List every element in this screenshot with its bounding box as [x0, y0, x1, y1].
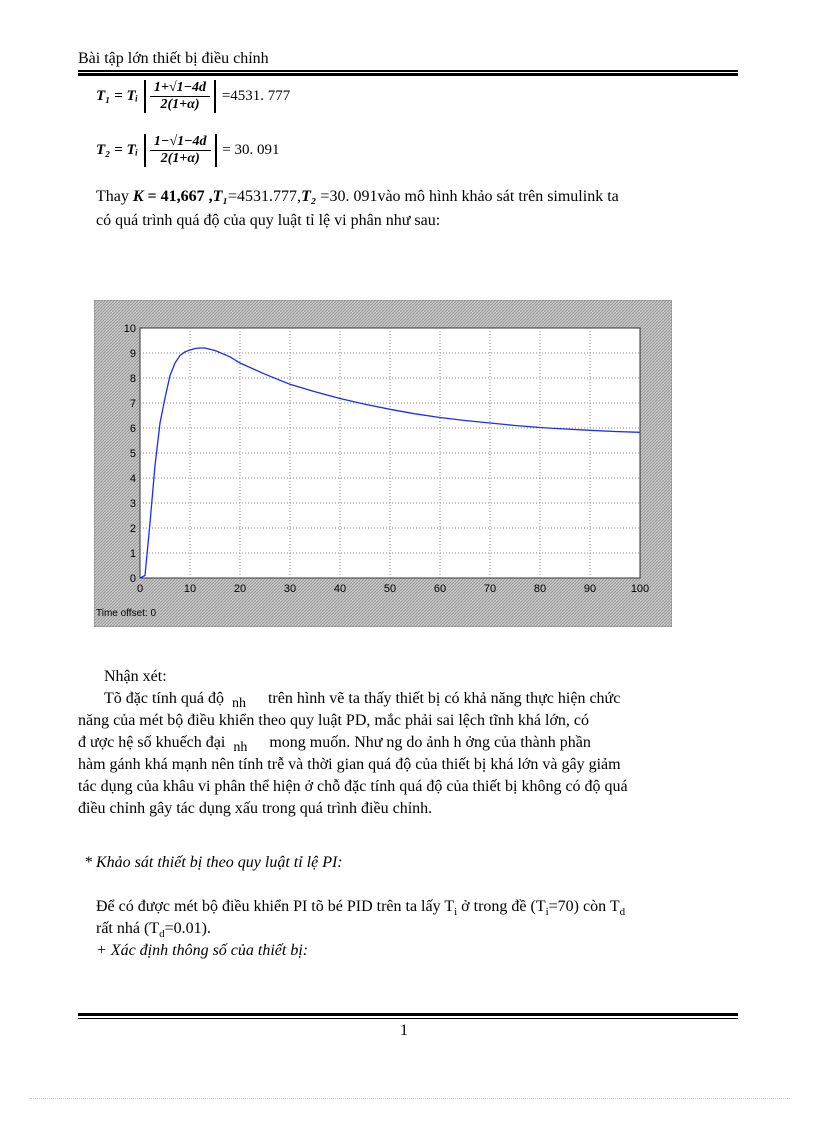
equation-t2-value: = 30. 091: [222, 141, 280, 158]
intro-text-a: Thay: [96, 188, 133, 205]
page-bottom-divider: [30, 1098, 790, 1099]
y-tick-label: 4: [129, 473, 136, 485]
pi-p1-sub-1: i: [454, 906, 458, 919]
pi-p1-c: =70) còn T: [548, 898, 620, 915]
y-tick-label: 10: [123, 323, 136, 335]
equation-t2-fraction: [144, 134, 217, 167]
x-tick-label: 90: [583, 583, 597, 595]
y-tick-label: 3: [129, 498, 136, 510]
remark-title: Nhận xét:: [104, 668, 167, 685]
section-pi-title: * Khảo sát thiết bị theo quy luật tỉ lệ PI:: [84, 854, 343, 871]
header-rule: [78, 70, 738, 72]
x-tick-label: 30: [283, 583, 297, 595]
header-rule-thick: [78, 73, 738, 76]
footer-rule-thick: [78, 1013, 738, 1016]
equation-t1-denominator: 2(1+α): [160, 97, 200, 112]
remark-line-6: điều chỉnh gây tác dụng xấu trong quá trình điều chỉnh.: [78, 800, 433, 817]
y-tick-label: 1: [129, 548, 136, 560]
equation-t2: [96, 134, 280, 167]
y-tick-label: 9: [129, 348, 136, 360]
intro-line-1: [96, 186, 619, 208]
equation-t1-numerator: 1+√1−4d: [150, 80, 210, 97]
intro-t1-value: =4531.777,: [228, 188, 302, 205]
pi-p1-sub-2: i: [545, 906, 549, 919]
x-tick-label: 20: [233, 583, 247, 595]
intro-t1-var: T₁: [212, 188, 229, 205]
pi-p1-sub-3: d: [619, 906, 626, 919]
remark-line-2: năng của mét bộ điều khiển theo quy luật PD, mắc phải sai lệch tĩnh khá lớn, có: [78, 712, 589, 729]
equation-t2-numerator: 1−√1−4d: [150, 134, 211, 151]
y-tick-label: 7: [129, 398, 136, 410]
remark-line-5: tác dụng của khâu vi phân thể hiện ở chỗ đặc tính quá độ của thiết bị không có độ quá: [78, 778, 628, 795]
step-response-chart: [94, 300, 672, 627]
y-tick-label: 8: [129, 373, 136, 385]
pi-p1-b: ở trong đề (T: [457, 898, 546, 915]
equation-t1-lhs: T₁ = Tᵢ: [96, 87, 139, 104]
document-header: Bài tập lớn thiết bị điều chỉnh: [78, 50, 269, 67]
remark-line-1-b: trên hình vẽ ta thấy thiết bị có khả năng thực hiện chức: [267, 690, 621, 707]
equation-t2-lhs: T₂ = Tᵢ: [96, 141, 139, 158]
intro-k-var: K: [132, 188, 144, 205]
x-tick-label: 80: [533, 583, 547, 595]
equation-t1: [96, 80, 290, 113]
equation-t2-denominator: 2(1+α): [160, 151, 200, 166]
intro-text-d: =30. 091vào mô hình khảo sát trên simulink ta: [316, 188, 619, 205]
remark-line-1-a: Tõ đặc tính quá độ: [104, 690, 224, 707]
y-tick-label: 0: [129, 573, 136, 585]
intro-line-2: có quá trình quá độ của quy luật tỉ lệ vi phân như sau:: [96, 212, 441, 229]
remark-line-4: hàm gánh khá mạnh nên tính trễ và thời gian quá độ của thiết bị khá lớn và gây giảm: [78, 756, 621, 773]
pi-p2-b: =0.01).: [164, 920, 211, 937]
x-tick-label: 0: [136, 583, 144, 595]
pi-p2-a: rất nhá (T: [96, 920, 160, 937]
x-tick-label: 10: [183, 583, 197, 595]
x-tick-label: 60: [433, 583, 447, 595]
step-response-svg: [94, 300, 672, 627]
y-tick-label: 6: [129, 423, 136, 435]
remark-line-3-b: mong muốn. Như ng do ảnh h ởng của thành phần: [269, 734, 591, 751]
remark-line-3-a: đ ược hệ số khuếch đại: [78, 734, 226, 751]
x-tick-label: 100: [630, 583, 650, 595]
chart-time-offset-label: Time offset: 0: [96, 608, 157, 619]
section-pi-subtitle: + Xác định thông số của thiết bị:: [96, 942, 309, 959]
x-tick-label: 50: [383, 583, 397, 595]
y-tick-label: 2: [129, 523, 136, 535]
intro-k-value: = 41,667 ,: [143, 188, 213, 205]
remark-line-1-sub: nh: [231, 696, 246, 712]
pi-p1-a: Để có được mét bộ điều khiển PI tõ bé PID trên ta lấy T: [96, 898, 455, 915]
y-tick-label: 5: [129, 448, 136, 460]
remark-line-3-sub: nh: [233, 740, 248, 756]
equation-t1-value: =4531. 777: [221, 87, 291, 104]
footer-rule: [78, 1018, 738, 1019]
page-number: 1: [400, 1022, 408, 1039]
pi-p2-sub: d: [159, 928, 165, 941]
x-tick-label: 40: [333, 583, 347, 595]
equation-t1-fraction: [144, 80, 216, 113]
x-tick-label: 70: [483, 583, 497, 595]
intro-t2-var: T₂: [301, 188, 317, 205]
